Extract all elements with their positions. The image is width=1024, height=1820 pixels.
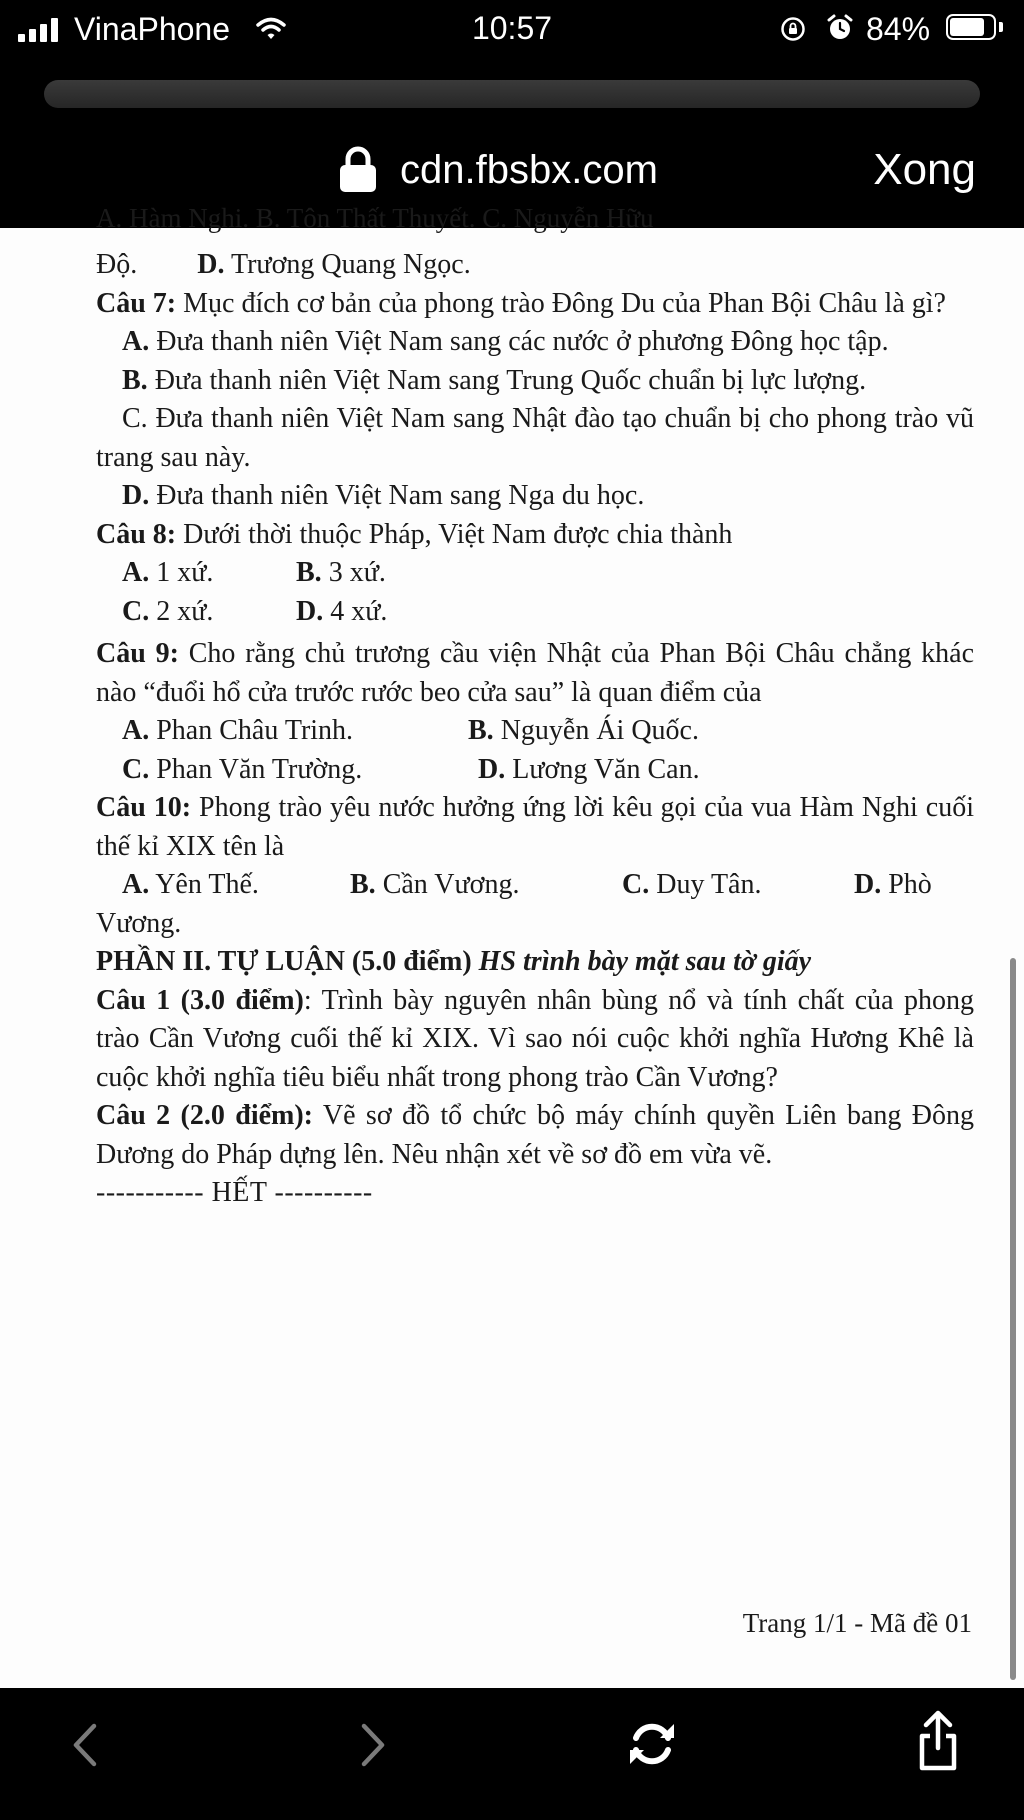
- back-icon[interactable]: [72, 1722, 98, 1768]
- share-icon[interactable]: [916, 1710, 960, 1772]
- battery-percent: 84%: [866, 11, 931, 47]
- alarm-icon: [826, 14, 854, 42]
- q7-option-a: A. Đưa thanh niên Việt Nam sang các nước ở phương Đông học tập.: [122, 326, 889, 357]
- battery-nub: [999, 22, 1003, 32]
- page-footer: Trang 1/1 - Mã đề 01: [742, 1608, 972, 1638]
- done-button[interactable]: Xong: [873, 145, 976, 194]
- question-10: Câu 10: Phong trào yêu nước hưởng ứng lời kêu gọi của vua Hàm Nghi cuối thế kỉ XIX tên là: [96, 792, 974, 862]
- question-7-label: Câu 7:: [96, 287, 177, 319]
- lock-icon: [338, 145, 378, 193]
- scrollbar[interactable]: [1010, 958, 1016, 1680]
- battery-level-fill: [950, 18, 984, 36]
- bottom-toolbar: [0, 1688, 1024, 1820]
- question-8-label: Câu 8:: [96, 518, 177, 550]
- clock-time: 10:57: [471, 10, 553, 46]
- question-9: Câu 9: Cho rằng chủ trương cầu viện Nhật của Phan Bội Châu chẳng khác nào “đuổi hổ cửa trước rước beo cửa sau” là quan điểm của: [96, 638, 975, 708]
- battery-icon: [946, 14, 996, 40]
- q9-options-row-2: C. Phan Văn Trường. D. Lương Văn Can.: [122, 753, 700, 785]
- status-bar: [0, 0, 1024, 58]
- essay-question-1: Câu 1 (3.0 điểm): Trình bày nguyên nhân bùng nổ và tính chất của phong trào Cần Vương cuối thế kỉ XIX. Vì sao nói cuộc khởi nghĩa Hương Khê là cuộc khởi nghĩa tiêu biểu nhất trong phong trào Cần Vương?: [96, 984, 974, 1093]
- q10-options-row: A. Yên Thế. B. Cần Vương. C. Duy Tân. D. Phò: [122, 869, 932, 900]
- end-marker: ----------- HẾT ----------: [96, 1177, 373, 1208]
- loading-progress-track: [44, 80, 980, 108]
- question-9-label: Câu 9:: [96, 638, 179, 669]
- rotation-lock-icon: [780, 16, 806, 42]
- essay-question-2: Câu 2 (2.0 điểm): Vẽ sơ đồ tổ chức bộ máy chính quyền Liên bang Đông Dương do Pháp dựng lên. Nêu nhận xét về sơ đồ em vừa vẽ.: [96, 1100, 975, 1170]
- document-content: [96, 246, 974, 1213]
- question-8: Câu 8: Dưới thời thuộc Pháp, Việt Nam được chia thành: [96, 518, 733, 550]
- question-7: Câu 7: Mục đích cơ bản của phong trào Đông Du của Phan Bội Châu là gì?: [96, 287, 946, 319]
- carrier-name: VinaPhone: [74, 11, 230, 47]
- question-10-label: Câu 10:: [96, 792, 192, 823]
- q8-options-row-2: C. 2 xứ. D. 4 xứ.: [122, 595, 388, 627]
- q9-options-row-1: A. Phan Châu Trinh. B. Nguyễn Ái Quốc.: [122, 715, 699, 746]
- document-page[interactable]: [0, 203, 1024, 1688]
- part-2-heading: PHẦN II. TỰ LUẬN (5.0 điểm) HS trình bày mặt sau tờ giấy: [96, 946, 812, 977]
- reload-icon[interactable]: [626, 1718, 678, 1770]
- q8-options-row-1: A. 1 xứ. B. 3 xứ.: [122, 557, 386, 588]
- clipped-line: A. Hàm Nghi. B. Tôn Thất Thuyết. C. Nguyễn Hữu: [96, 203, 654, 233]
- q7-option-c: C. Đưa thanh niên Việt Nam sang Nhật đào tạo chuẩn bị cho phong trào vũ trang sau này.: [96, 403, 974, 473]
- url-address[interactable]: cdn.fbsbx.com: [400, 148, 658, 192]
- q7-option-b: B. Đưa thanh niên Việt Nam sang Trung Quốc chuẩn bị lực lượng.: [122, 364, 867, 396]
- q6-continuation: Độ. D. Trương Quang Ngọc.: [96, 249, 471, 280]
- q10-option-d-continuation: Vương.: [96, 907, 182, 939]
- q7-option-d: D. Đưa thanh niên Việt Nam sang Nga du học.: [122, 480, 645, 511]
- forward-icon[interactable]: [360, 1722, 386, 1768]
